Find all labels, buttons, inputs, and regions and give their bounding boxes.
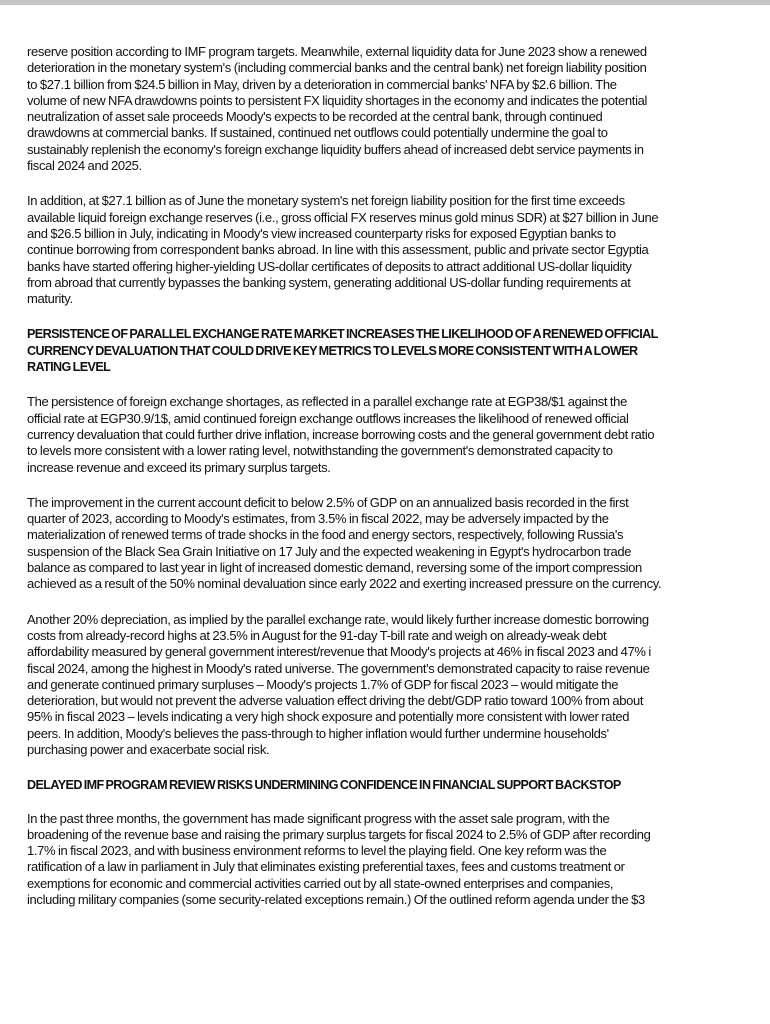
- paragraph-reform-progress: In the past three months, the government has made significant progress with the asset sale program, with the broadening of the revenue base and raising the primary surplus targets for fiscal 2024 to 2.5% of GDP after recording 1.7% in fiscal 2023, and with business environment reforms to level the playing field. One key reform was the ratification of a law in parliament in July that eliminates existing preferential taxes, fees and customs treatment or exemptions for economic and commercial activities carried out by all state-owned enterprises and companies, including military companies (some security-related exceptions remain.) Of the outlined reform agenda under the $3: [27, 810, 651, 908]
- paragraph-net-foreign-liability: In addition, at $27.1 billion as of June the monetary system's net foreign liability position for the first time exceeds available liquid foreign exchange reserves (i.e., gross official FX reserves minus gold minus SDR) at $27 billion in June and $26.5 billion in July, indicating in Moody's view increased counterparty risks for exposed Egyptian banks to continue borrowing from correspondent banks abroad. In line with this assessment, public and private sector Egyptia banks have started offering higher-yielding US-dollar certificates of deposits to attract additional US-dollar liquidity from abroad that currently bypasses the banking system, generating additional US-dollar funding requirements at maturity.: [27, 193, 659, 307]
- paragraph-external-liquidity: reserve position according to IMF program targets. Meanwhile, external liquidity data for June 2023 show a renewed deterioration in the monetary system's (including commercial banks and the central bank) net foreign liability position to $27.1 billion from $24.5 billion in May, driven by a deterioration in commercial banks' NFA by $2.6 billion. The volume of new NFA drawdowns points to persistent FX liquidity shortages in the economy and indicates the potential neutralization of asset sale proceeds Moody's expects to be recorded at the central bank, through continued drawdowns at commercial banks. If sustained, continued net outflows could potentially undermine the goal to sustainably replenish the economy's foreign exchange liquidity buffers ahead of increased debt service payments in fiscal 2024 and 2025.: [27, 44, 648, 174]
- document-body: [27, 44, 727, 927]
- paragraph-current-account: The improvement in the current account deficit to below 2.5% of GDP on an annualized basis recorded in the first quarter of 2023, according to Moody's estimates, from 3.5% in fiscal 2022, may be adversely impacted by the materialization of renewed terms of trade shocks in the food and energy sectors, respectively, following Russia's suspension of the Black Sea Grain Initiative on 17 July and the expected weakening in Egypt's hydrocarbon trade balance as compared to last year in light of increased domestic demand, reversing some of the import compression achieved as a result of the 50% nominal devaluation since early 2022 and exerting increased pressure on the currency.: [27, 494, 662, 592]
- section-heading-parallel-exchange-rate: PERSISTENCE OF PARALLEL EXCHANGE RATE MARKET INCREASES THE LIKELIHOOD OF A RENEWED OFFICIAL CURRENCY DEVALUATION THAT COULD DRIVE KEY METRICS TO LEVELS MORE CONSISTENT WITH A LOWER RATING LEVEL: [27, 327, 658, 375]
- section-heading-imf-review: DELAYED IMF PROGRAM REVIEW RISKS UNDERMINING CONFIDENCE IN FINANCIAL SUPPORT BACKSTOP: [27, 778, 621, 793]
- paragraph-depreciation-impact: Another 20% depreciation, as implied by the parallel exchange rate, would likely further increase domestic borrowing costs from already-record highs at 23.5% in August for the 91-day T-bill rate and weigh on already-weak debt affordability measured by general government interest/revenue that Moody's projects at 46% in fiscal 2023 and 47% i fiscal 2024, among the highest in Moody's rated universe. The government's demonstrated capacity to raise revenue and generate continued primary surpluses – Moody's projects 1.7% of GDP for fiscal 2023 – would mitigate the deterioration, but would not prevent the adverse valuation effect driving the debt/GDP ratio toward 100% from about 95% in fiscal 2023 – levels indicating a very high shock exposure and potentially more consistent with lower rated peers. In addition, Moody's believes the pass-through to higher inflation would further undermine households' purchasing power and exacerbate social risk.: [27, 611, 651, 757]
- paragraph-fx-shortages: The persistence of foreign exchange shortages, as reflected in a parallel exchange rate at EGP38/$1 against the official rate at EGP30.9/1$, amid continued foreign exchange outflows increases the likelihood of renewed official currency devaluation that could further drive inflation, increase borrowing costs and the general government debt ratio to levels more consistent with a lower rating level, notwithstanding the government's demonstrated capacity to increase revenue and exceed its primary surplus targets.: [27, 394, 655, 475]
- top-scroll-bar: [0, 0, 770, 5]
